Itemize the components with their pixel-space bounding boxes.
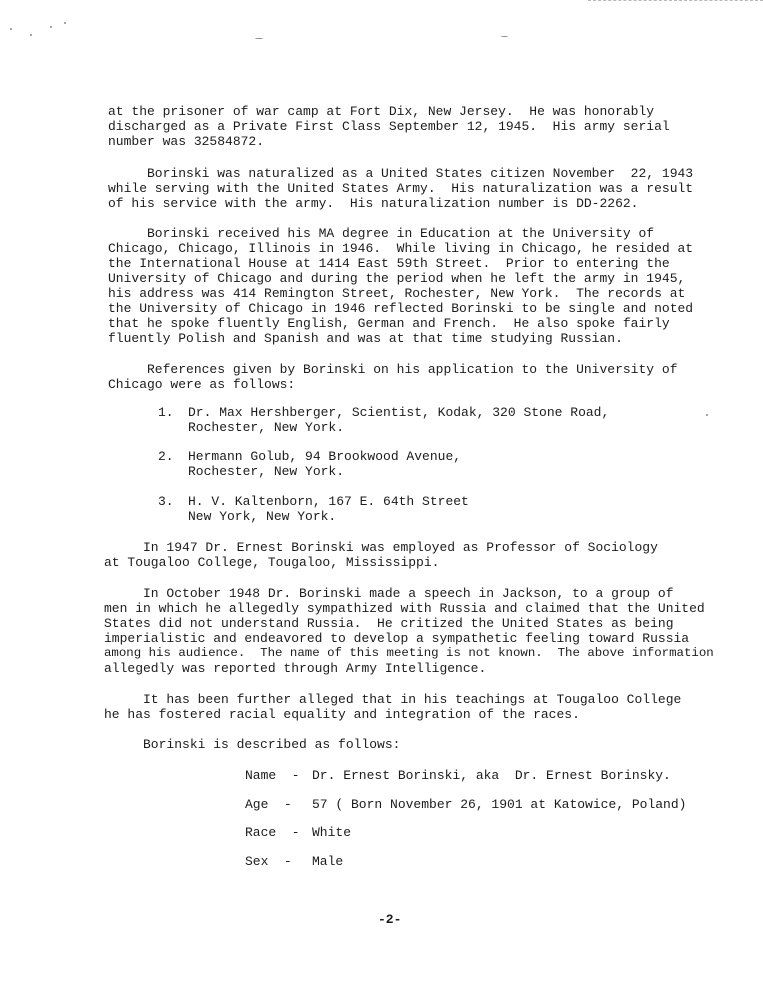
paragraph-references-intro	[108, 362, 678, 392]
text-line: that he spoke fluently English, German and French. He also spoke fairly	[108, 316, 670, 331]
description-value: White	[312, 825, 352, 840]
text-line: H. V. Kaltenborn, 167 E. 64th Street	[188, 494, 469, 509]
reference-text	[188, 494, 648, 524]
text-line: States did not understand Russia. He critized the United States as being	[104, 616, 674, 631]
scan-speck	[64, 22, 66, 24]
page-number: -2-	[378, 912, 402, 927]
text-line: Chicago, Chicago, Illinois in 1946. While living in Chicago, he resided at	[108, 241, 694, 256]
text-line: In 1947 Dr. Ernest Borinski was employed as Professor of Sociology	[104, 540, 658, 555]
paragraph-teachings	[104, 692, 681, 722]
text-line: In October 1948 Dr. Borinski made a speech in Jackson, to a group of	[104, 586, 674, 601]
description-label: Sex -	[245, 854, 292, 869]
scan-speck	[706, 414, 708, 416]
scan-speck	[255, 38, 263, 39]
paragraph-discharge	[108, 104, 670, 149]
text-line: New York, New York.	[188, 509, 337, 524]
description-label: Race -	[245, 825, 300, 840]
description-value: Dr. Ernest Borinski, aka Dr. Ernest Borinsky.	[312, 768, 671, 783]
text-line: imperialistic and endeavored to develop a sympathetic feeling toward Russia	[104, 631, 690, 646]
text-line: University of Chicago and during the period when he left the army in 1945,	[108, 271, 686, 286]
text-line: Rochester, New York.	[188, 420, 345, 435]
description-row-race	[245, 825, 725, 841]
description-value: 57 ( Born November 26, 1901 at Katowice, Poland)	[312, 797, 687, 812]
text-line: It has been further alleged that in his teachings at Tougaloo College	[104, 692, 682, 707]
description-row-sex	[245, 854, 725, 870]
text-line: Dr. Max Hershberger, Scientist, Kodak, 320 Stone Road,	[188, 405, 610, 420]
description-row-name	[245, 768, 725, 784]
text-line: discharged as a Private First Class September 12, 1945. His army serial	[108, 119, 670, 134]
reference-number: 2.	[158, 449, 174, 464]
reference-text	[188, 449, 648, 479]
text-line: allegedly was reported through Army Intelligence.	[104, 661, 487, 676]
scan-speck	[30, 34, 32, 36]
text-line: References given by Borinski on his application to the University of	[108, 362, 678, 377]
description-label: Name -	[245, 768, 300, 783]
scan-speck	[10, 28, 12, 30]
paragraph-education	[108, 226, 693, 346]
top-edge-rule	[588, 0, 763, 1]
text-line: Borinski was naturalized as a United States citizen November 22, 1943	[108, 166, 694, 181]
text-line: Chicago were as follows:	[108, 377, 296, 392]
paragraph-naturalization	[108, 166, 693, 211]
text-line: number was 32584872.	[108, 134, 265, 149]
scan-speck	[50, 26, 52, 28]
text-line: at Tougaloo College, Tougaloo, Mississippi.	[104, 555, 440, 570]
description-value: Male	[312, 854, 344, 869]
text-line: men in which he allegedly sympathized with Russia and claimed that the United	[104, 601, 705, 616]
text-line: Hermann Golub, 94 Brookwood Avenue,	[188, 449, 462, 464]
paragraph-speech	[104, 586, 714, 676]
paragraph-employment	[104, 540, 658, 570]
text-line: he has fostered racial equality and integration of the races.	[104, 707, 580, 722]
text-line: the International House at 1414 East 59th Street. Prior to entering the	[108, 256, 670, 271]
description-row-age	[245, 797, 725, 813]
text-line: Borinski received his MA degree in Education at the University of	[108, 226, 655, 241]
reference-text	[188, 405, 648, 435]
text-line: at the prisoner of war camp at Fort Dix, New Jersey. He was honorably	[108, 104, 655, 119]
text-line: the University of Chicago in 1946 reflected Borinski to be single and noted	[108, 301, 694, 316]
reference-number: 1.	[158, 405, 174, 420]
paragraph-description-intro	[104, 737, 400, 752]
text-line: of his service with the army. His naturalization number is DD-2262.	[108, 196, 639, 211]
scan-speck	[501, 36, 508, 37]
text-line: Borinski is described as follows:	[104, 737, 401, 752]
text-line: his address was 414 Remington Street, Rochester, New York. The records at	[108, 286, 686, 301]
description-label: Age -	[245, 797, 292, 812]
reference-number: 3.	[158, 494, 174, 509]
text-line: Rochester, New York.	[188, 464, 345, 479]
text-line: fluently Polish and Spanish and was at that time studying Russian.	[108, 331, 623, 346]
text-line: while serving with the United States Army. His naturalization was a result	[108, 181, 694, 196]
text-line: among his audience. The name of this meeting is not known. The above information	[104, 646, 714, 660]
